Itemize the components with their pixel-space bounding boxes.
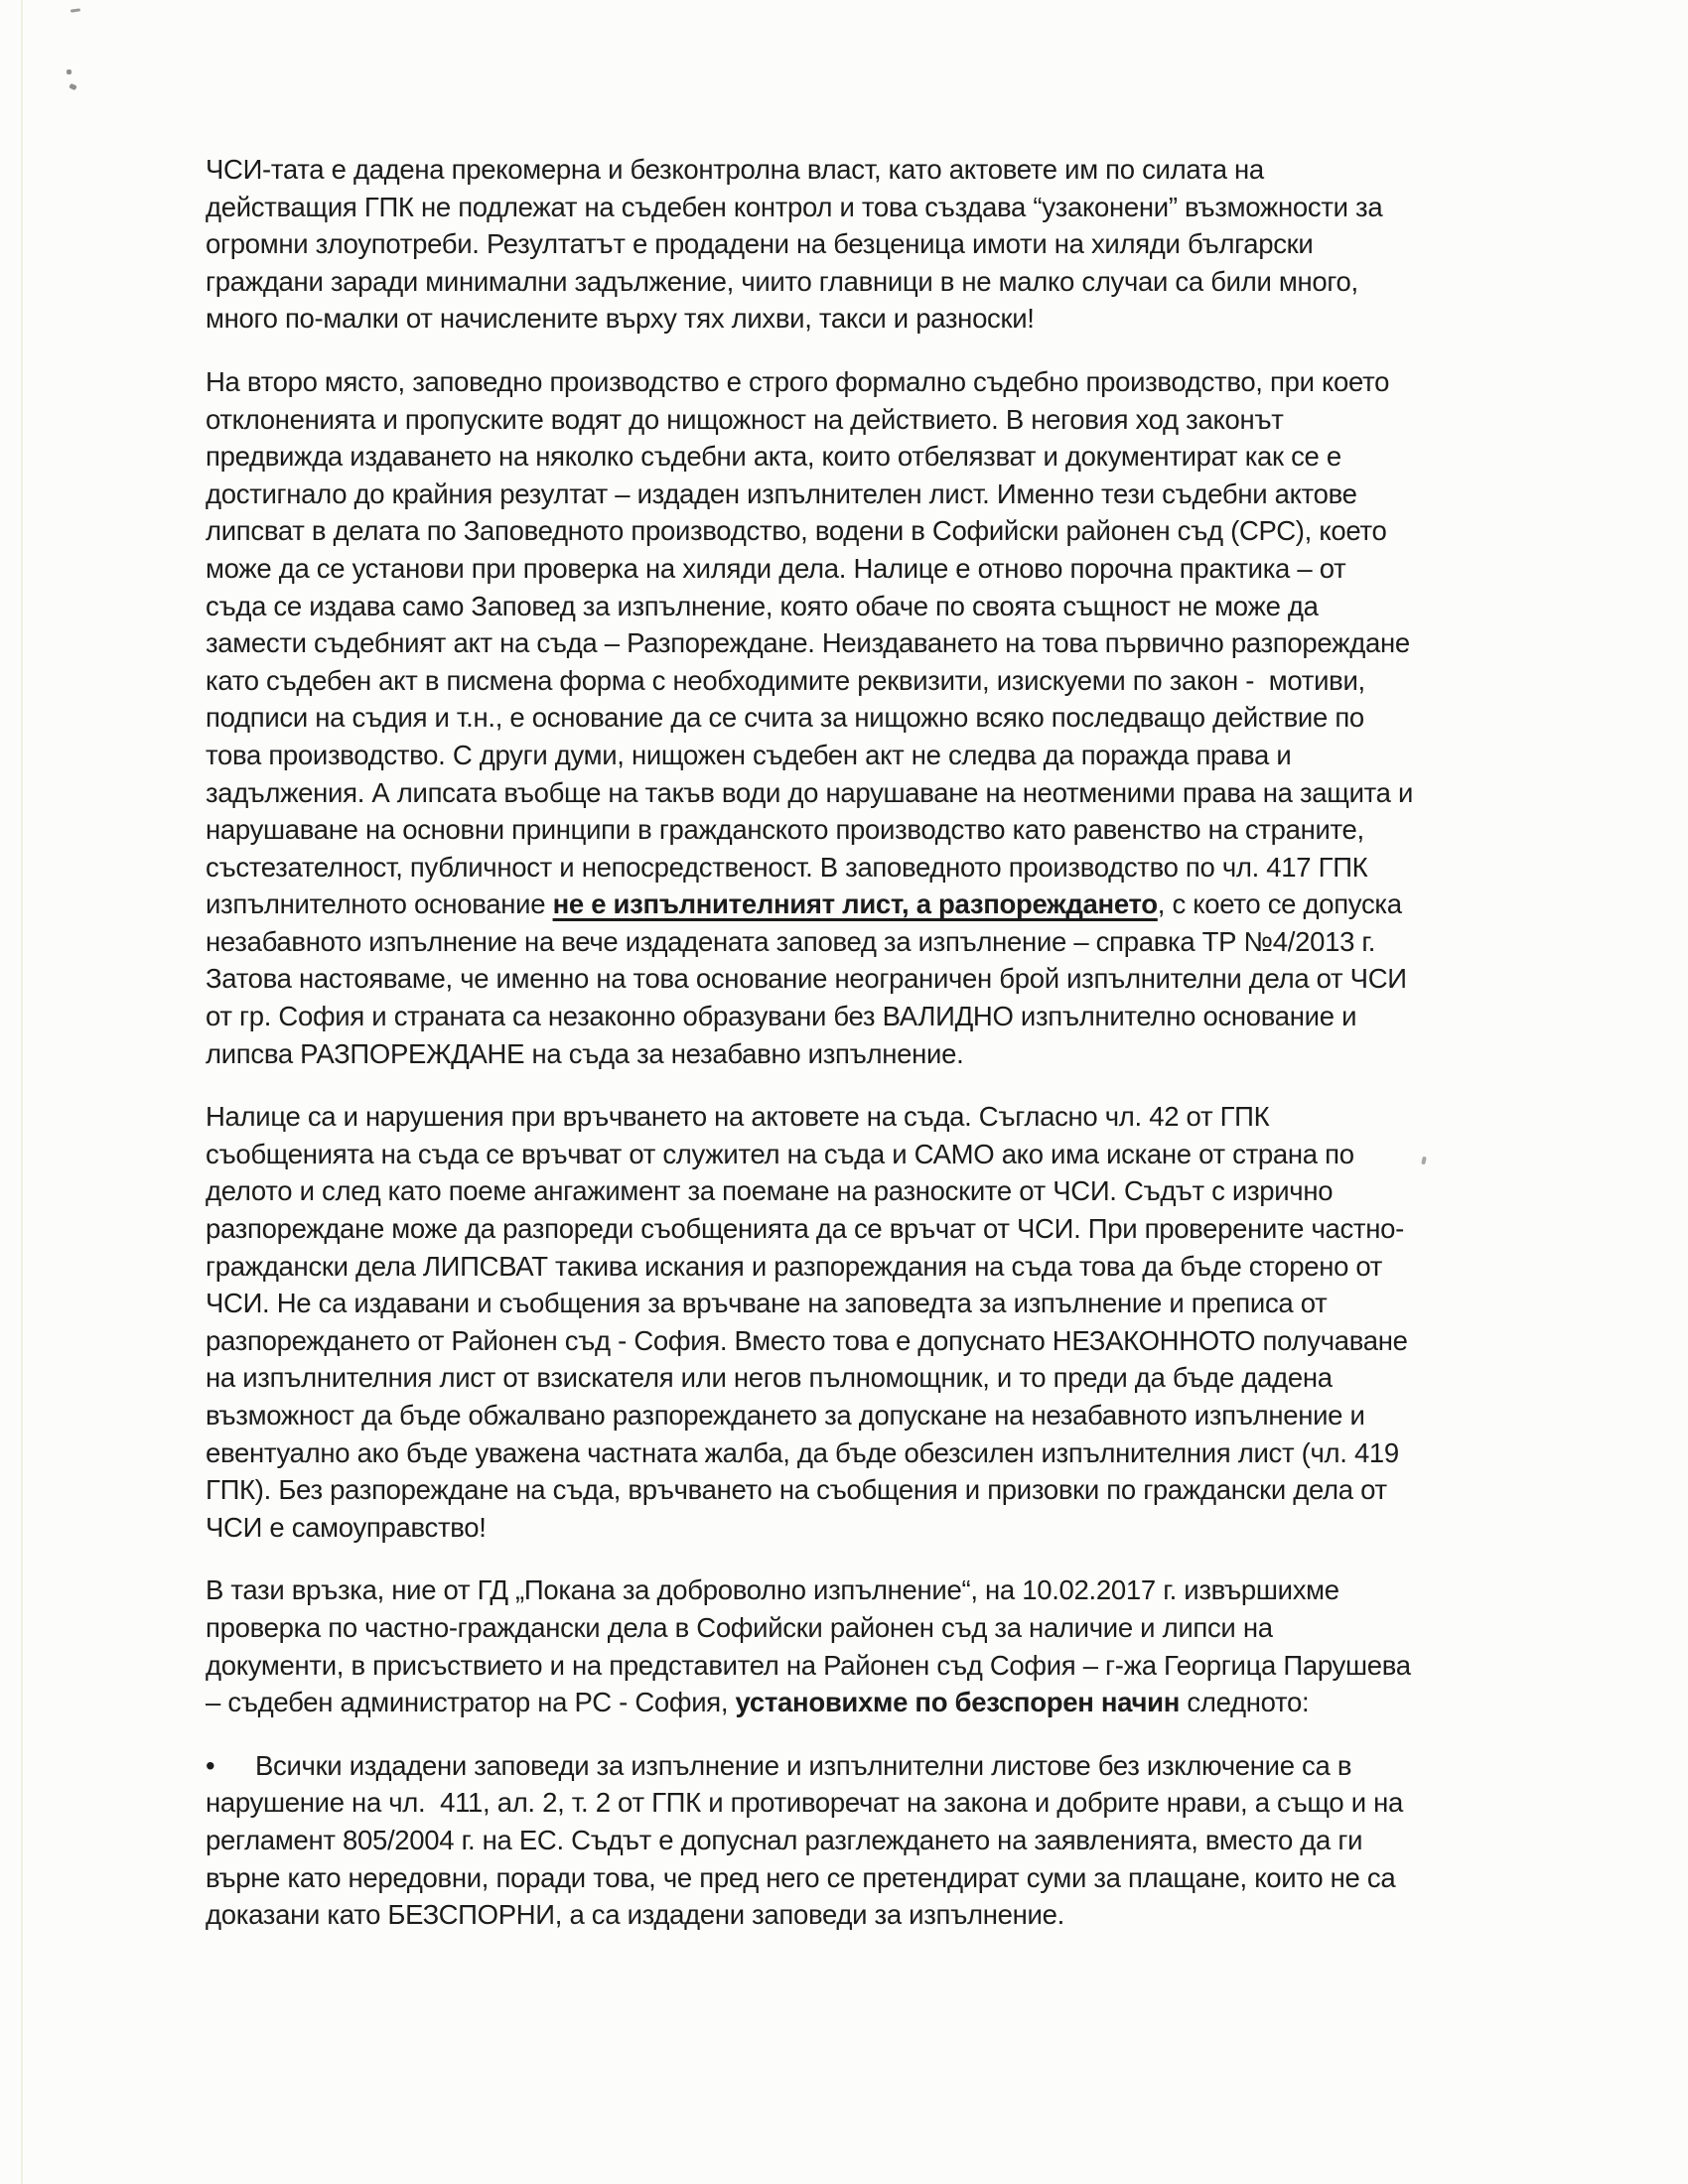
text-line	[206, 1684, 1529, 1721]
text-run: На второ място, заповедно производство е строго формално съдебно производство, при което	[206, 365, 1390, 397]
text-line	[206, 1359, 1529, 1397]
text-line	[206, 401, 1529, 439]
text-line	[206, 1609, 1529, 1647]
text-run: нарушаване на основни принципи в гражданското производство като равенство на страните,	[206, 814, 1364, 846]
text-run: възможност да бъде обжалвано разпореждането за допускане на незабавното изпълнение и	[206, 1400, 1365, 1431]
text-line	[206, 774, 1529, 812]
text-line	[206, 811, 1529, 849]
text-line	[206, 849, 1529, 887]
text-run: разпореждане може да разпореди съобщенията да се връчат от ЧСИ. При проверените частно-	[206, 1213, 1404, 1245]
text-run: много по-малки от начислените върху тях лихви, такси и разноски!	[206, 303, 1035, 335]
text-line	[206, 263, 1529, 301]
text-line	[206, 699, 1529, 737]
text-line	[206, 1859, 1529, 1897]
text-line	[206, 225, 1529, 263]
text-run: това производство. С други думи, нищожен съдебен акт не следва да поражда права и	[206, 739, 1292, 770]
text-run: – съдебен администратор на РС - София,	[206, 1687, 736, 1718]
text-line	[206, 588, 1529, 625]
paragraph	[206, 151, 1529, 338]
text-line	[206, 512, 1529, 550]
text-line	[206, 1397, 1529, 1434]
text-run: нарушение на чл. 411, ал. 2, т. 2 от ГПК и противоречат на закона и добрите нрави, а също и на	[206, 1787, 1404, 1819]
text-line	[206, 1571, 1529, 1609]
text-run: , с което се допуска	[1157, 888, 1402, 920]
scan-page-edge-line	[21, 0, 23, 2184]
text-run: липсват в делата по Заповедното производство, водени в Софийски районен съд (СРС), което	[206, 515, 1387, 547]
text-run: действащия ГПК не подлежат на съдебен контрол и това създава “узаконени” възможности за	[206, 191, 1383, 222]
scan-speck	[67, 69, 71, 74]
text-run: задължения. А липсата въобще на такъв води до нарушаване на неотменими права на защита и	[206, 776, 1414, 808]
text-run: документи, в присъствието и на представител на Районен съд София – г-жа Георгица Парушева	[206, 1649, 1411, 1681]
text-line	[206, 1822, 1529, 1859]
text-line	[206, 363, 1529, 401]
text-line	[206, 886, 1529, 923]
text-line	[206, 1471, 1529, 1509]
text-line	[206, 1434, 1529, 1472]
text-run: граждански дела ЛИПСВАТ такива искания и разпореждания на съда това да бъде сторено от	[206, 1250, 1383, 1282]
text-line	[206, 923, 1529, 961]
text-line	[206, 1896, 1529, 1934]
text-run: Затова настояваме, че именно на това основание неограничен брой изпълнителни дела от ЧСИ	[206, 963, 1407, 995]
text-line	[206, 1747, 1529, 1785]
text-run: граждани заради минимални задължение, чиито главници в не малко случаи са били много,	[206, 265, 1358, 297]
paragraph	[206, 1747, 1529, 1934]
text-line	[206, 1647, 1529, 1685]
text-run: не е изпълнителният лист, а разпореждането	[552, 888, 1158, 920]
text-line	[206, 737, 1529, 774]
text-run: предвижда издаването на няколко съдебни акта, които отбелязват и документират как се е	[206, 441, 1341, 473]
text-run: делото и след като поеме ангажимент за поемане на разноските от ЧСИ. Съдът с изрично	[206, 1175, 1334, 1207]
text-run: замести съдебният акт на съда – Разпореждане. Неиздаването на това първично разпореждане	[206, 627, 1410, 659]
text-run: отклоненията и пропуските водят до нищожност на действието. В неговия ход законът	[206, 403, 1284, 435]
text-run: може да се установи при проверка на хиляди дела. Налице е отново порочна практика – от	[206, 552, 1346, 584]
text-line	[206, 960, 1529, 998]
text-line	[206, 189, 1529, 226]
text-run: установихме по безспорен начин	[735, 1687, 1181, 1718]
text-line	[206, 1098, 1529, 1136]
text-line	[206, 1210, 1529, 1248]
paragraph	[206, 1098, 1529, 1546]
scan-speck	[69, 83, 76, 90]
text-run: на изпълнителния лист от взискателя или негов пълномощник, и то преди да бъде дадена	[206, 1362, 1333, 1394]
text-run: ГПК). Без разпореждане на съда, връчването на съобщения и призовки по граждански дела от	[206, 1474, 1387, 1506]
text-line	[206, 550, 1529, 588]
text-run: от гр. София и страната са незаконно образувани без ВАЛИДНО изпълнително основание и	[206, 1001, 1357, 1032]
text-run: ЧСИ е самоуправство!	[206, 1511, 487, 1543]
text-line	[206, 151, 1529, 189]
text-line	[206, 1172, 1529, 1210]
text-run: Всички издадени заповеди за изпълнение и изпълнителни листове без изключение са в	[255, 1749, 1352, 1781]
text-run: евентуално ако бъде уважена частната жалба, да бъде обезсилен изпълнителния лист (чл. 419	[206, 1436, 1399, 1468]
text-line	[206, 1136, 1529, 1173]
text-run: състезателност, публичност и непосредственост. В заповедното производство по чл. 417 ГПК	[206, 851, 1368, 883]
text-line	[206, 1784, 1529, 1822]
paragraph	[206, 1571, 1529, 1720]
text-run: липсва РАЗПОРЕЖДАНЕ на съда за незабавно изпълнение.	[206, 1037, 964, 1069]
text-line	[206, 438, 1529, 476]
text-line	[206, 300, 1529, 338]
text-run: В тази връзка, ние от ГД „Покана за доброволно изпълнение“, на 10.02.2017 г. извършихме	[206, 1574, 1339, 1606]
text-run: Налице са и нарушения при връчването на актовете на съда. Съгласно чл. 42 от ГПК	[206, 1101, 1270, 1133]
text-run: достигнало до крайния резултат – издаден изпълнителен лист. Именно тези съдебни актове	[206, 478, 1357, 509]
text-run: върне като нередовни, поради това, че пред него се претендират суми за плащане, които не са	[206, 1861, 1396, 1893]
text-line	[206, 1322, 1529, 1360]
text-line	[206, 998, 1529, 1035]
text-run: доказани като БЕЗСПОРНИ, а са издадени заповеди за изпълнение.	[206, 1899, 1064, 1931]
text-run: подписи на съдия и т.н., е основание да се счита за нищожно всяко последващо действие по	[206, 702, 1364, 734]
text-line	[206, 662, 1529, 700]
text-run: съда се издава само Заповед за изпълнение, която обаче по своята същност не може да	[206, 590, 1319, 621]
text-run: изпълнителното основание	[206, 888, 553, 920]
text-run: огромни злоупотреби. Резултатът е продадени на безценица имоти на хиляди български	[206, 228, 1314, 260]
text-line	[206, 1509, 1529, 1547]
text-line	[206, 476, 1529, 513]
text-run: като съдебен акт в писмена форма с необходимите реквизити, изискуеми по закон - мотиви,	[206, 664, 1365, 696]
bullet-marker: •	[206, 1749, 215, 1781]
text-line	[206, 624, 1529, 662]
text-run: незабавното изпълнение на вече издадената заповед за изпълнение – справка ТР №4/2013 г.	[206, 925, 1376, 957]
text-run: проверка по частно-граждански дела в Софийски районен съд за наличие и липси на	[206, 1611, 1273, 1643]
text-run: съобщенията на съда се връчват от служител на съда и САМО ако има искане от страна по	[206, 1138, 1354, 1169]
text-run: регламент 805/2004 г. на ЕС. Съдът е допуснал разглеждането на заявленията, вместо да ги	[206, 1824, 1363, 1855]
text-run: следното:	[1180, 1687, 1310, 1718]
text-run: ЧСИ. Не са издавани и съобщения за връчване на заповедта за изпълнение и преписа от	[206, 1288, 1328, 1319]
text-line	[206, 1285, 1529, 1322]
text-run: ЧСИ-тата е дадена прекомерна и безконтролна власт, като актовете им по силата на	[206, 154, 1264, 185]
text-run: разпореждането от Районен съд - София. Вместо това е допуснато НЕЗАКОННОТО получаване	[206, 1324, 1408, 1356]
text-line	[206, 1248, 1529, 1286]
document-body	[206, 151, 1529, 1960]
scan-speck	[70, 8, 80, 12]
text-line	[206, 1035, 1529, 1073]
paragraph	[206, 363, 1529, 1072]
